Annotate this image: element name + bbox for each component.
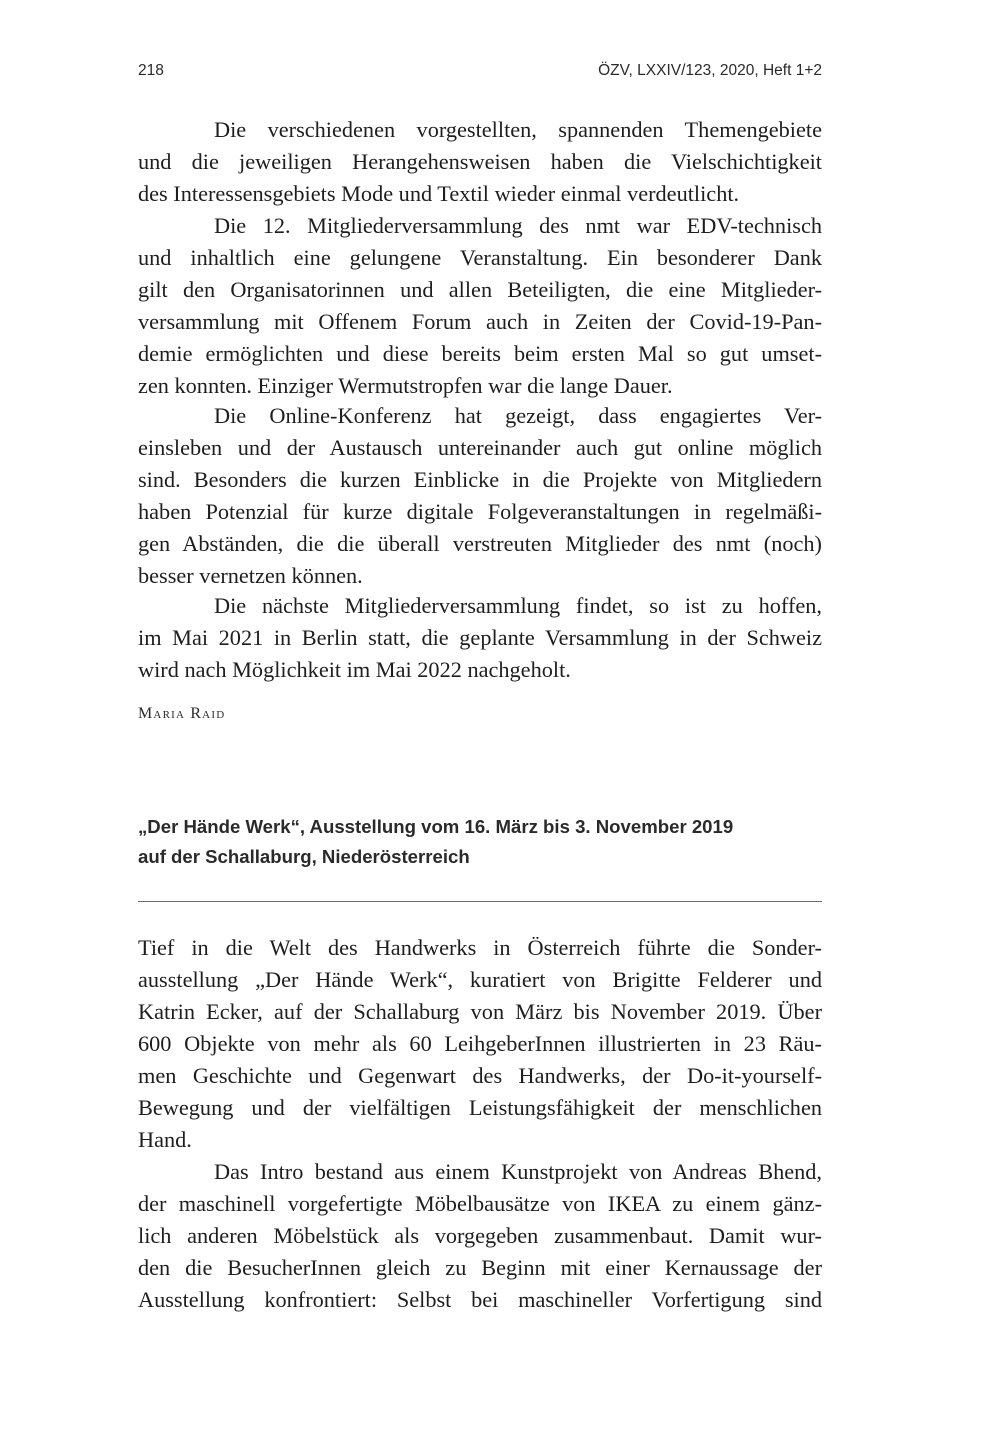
text-line: versammlung mit Offenem Forum auch in Zeiten der Covid-19-Pan- xyxy=(138,309,822,334)
text-line: lich anderen Möbelstück als vorgegeben zusammenbaut. Damit wur- xyxy=(138,1223,822,1248)
text-line: Die Online-Konferenz hat gezeigt, dass engagiertes Ver- xyxy=(214,403,822,428)
heading-line: auf der Schallaburg, Niederösterreich xyxy=(138,846,470,867)
text-line: Katrin Ecker, auf der Schallaburg von März bis November 2019. Über xyxy=(138,999,822,1024)
text-line: Das Intro bestand aus einem Kunstprojekt von Andreas Bhend, xyxy=(214,1159,822,1184)
text-line: und die jeweiligen Herangehensweisen haben die Vielschichtigkeit xyxy=(138,149,822,174)
text-line: des Interessensgebiets Mode und Textil wieder einmal verdeutlicht. xyxy=(138,181,740,206)
journal-reference: ÖZV, LXXIV/123, 2020, Heft 1+2 xyxy=(598,62,822,79)
text-line: Bewegung und der vielfältigen Leistungsfähigkeit der menschlichen xyxy=(138,1095,822,1120)
text-line: men Geschichte und Gegenwart des Handwerks, der Do-it-yourself- xyxy=(138,1063,822,1088)
page-number: 218 xyxy=(138,62,164,79)
text-line: gilt den Organisatorinnen und allen Beteiligten, die eine Mitglieder- xyxy=(138,277,822,302)
text-line: Die 12. Mitgliederversammlung des nmt war EDV-technisch xyxy=(214,213,822,238)
author-signature: Maria Raid xyxy=(138,705,226,722)
text-line: sind. Besonders die kurzen Einblicke in die Projekte von Mitgliedern xyxy=(138,467,822,492)
text-line: Die verschiedenen vorgestellten, spannenden Themengebiete xyxy=(214,117,822,142)
text-line: Ausstellung konfrontiert: Selbst bei maschineller Vorfertigung sind xyxy=(138,1287,822,1312)
text-line: besser vernetzen können. xyxy=(138,563,363,588)
text-line: gen Abständen, die die überall verstreuten Mitglieder des nmt (noch) xyxy=(138,531,822,556)
text-line: den die BesucherInnen gleich zu Beginn mit einer Kernaussage der xyxy=(138,1255,822,1280)
running-header xyxy=(138,62,822,86)
text-line: wird nach Möglichkeit im Mai 2022 nachgeholt. xyxy=(138,657,571,682)
text-line: 600 Objekte von mehr als 60 LeihgeberInnen illustrierten in 23 Räu- xyxy=(138,1031,822,1056)
text-line: demie ermöglichten und diese bereits beim ersten Mal so gut umset- xyxy=(138,341,822,366)
text-line: Hand. xyxy=(138,1127,192,1152)
heading-divider xyxy=(138,901,822,902)
text-line: Die nächste Mitgliederversammlung findet, so ist zu hoffen, xyxy=(214,593,822,618)
text-line: haben Potenzial für kurze digitale Folgeveranstaltungen in regelmäßi- xyxy=(138,499,822,524)
text-line: der maschinell vorgefertigte Möbelbausätze von IKEA zu einem gänz- xyxy=(138,1191,822,1216)
text-line: zen konnten. Einziger Wermutstropfen war die lange Dauer. xyxy=(138,373,673,398)
text-line: Tief in die Welt des Handwerks in Österreich führte die Sonder- xyxy=(138,935,822,960)
text-line: ausstellung „Der Hände Werk“, kuratiert von Brigitte Felderer und xyxy=(138,967,822,992)
heading-line: „Der Hände Werk“, Ausstellung vom 16. März bis 3. November 2019 xyxy=(138,816,734,837)
text-line: im Mai 2021 in Berlin statt, die geplante Versammlung in der Schweiz xyxy=(138,625,822,650)
text-line: einsleben und der Austausch untereinander auch gut online möglich xyxy=(138,435,822,460)
text-line: und inhaltlich eine gelungene Veranstaltung. Ein besonderer Dank xyxy=(138,245,822,270)
